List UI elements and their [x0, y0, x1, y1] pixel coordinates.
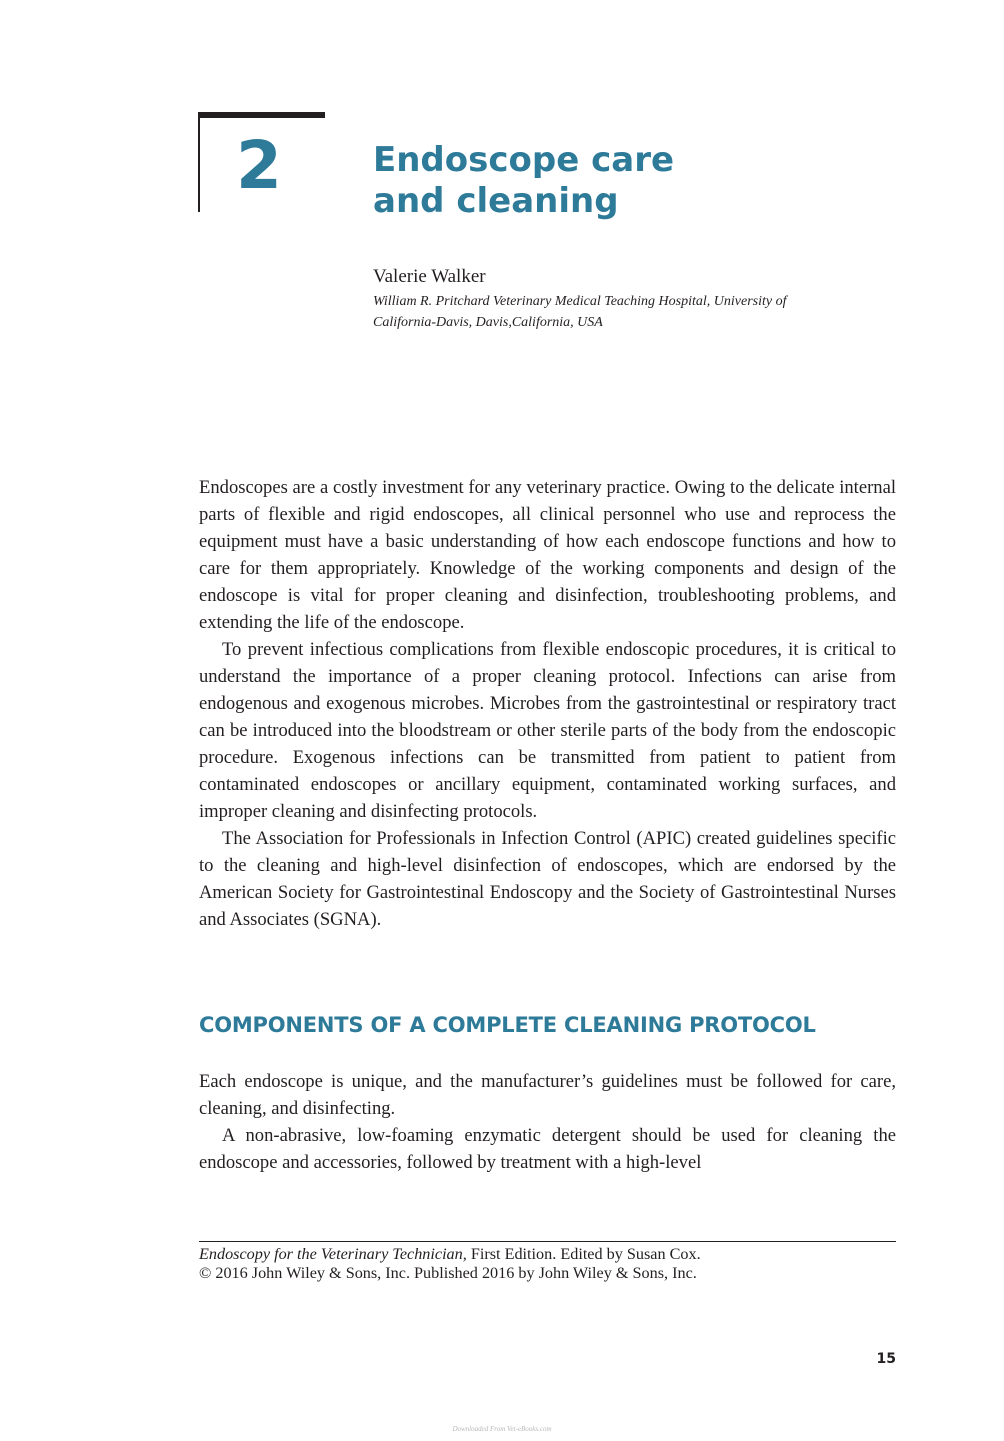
section-paragraph-1: Each endoscope is unique, and the manufacturer’s guidelines must be followed for care, cleaning, and disinfecting. [199, 1071, 896, 1119]
page-number: 15 [876, 1351, 896, 1367]
watermark: Downloaded From Vet-eBooks.com [452, 1425, 552, 1433]
copyright-footnote [199, 1245, 896, 1283]
intro-text [199, 474, 896, 933]
book-title: Endoscopy for the Veterinary Technician, [199, 1245, 467, 1263]
affiliation-line-2: California-Davis, Davis,California, USA [373, 315, 603, 330]
author-name: Valerie Walker [373, 266, 486, 287]
chapter-title [373, 140, 933, 222]
intro-paragraph-1: Endoscopes are a costly investment for any veterinary practice. Owing to the delicate internal parts of flexible and rigid endoscopes, all clinical personnel who use and reprocess the equipment must have a basic understanding of how each endoscope functions and how to care for them appropriately. Knowledge of the working components and design of the endoscope is vital for proper cleaning and disinfection, troubleshooting problems, and extending the life of the endoscope. [199, 477, 896, 633]
section-heading: COMPONENTS OF A COMPLETE CLEANING PROTOCOL [199, 1013, 816, 1037]
chapter-number: 2 [236, 127, 282, 204]
copyright-line: © 2016 John Wiley & Sons, Inc. Published 2016 by John Wiley & Sons, Inc. [199, 1264, 697, 1282]
intro-paragraph-3: The Association for Professionals in Infection Control (APIC) created guidelines specific to the cleaning and high-level disinfection of endoscopes, which are endorsed by the American Society for Gastrointestinal Endoscopy and the Society of Gastrointestinal Nurses and Associates (SGNA). [199, 828, 896, 930]
chapter-title-line-2: and cleaning [373, 181, 619, 221]
intro-paragraph-2: To prevent infectious complications from flexible endoscopic procedures, it is critical to understand the importance of a proper cleaning protocol. Infections can arise from endogenous and exogenous microbes. Microbes from the gastrointestinal or respiratory tract can be introduced into the bloodstream or other sterile parts of the body from the endoscopic procedure. Exogenous infections can be transmitted from patient to patient from contaminated endoscopes or ancillary equipment, contaminated working surfaces, and improper cleaning and disinfecting protocols. [199, 639, 896, 822]
section-text [199, 1068, 896, 1176]
chapter-title-line-1: Endoscope care [373, 140, 675, 180]
author-affiliation [373, 291, 843, 333]
edition-text: First Edition. Edited by Susan Cox. [466, 1245, 701, 1263]
footnote-citation-line [199, 1245, 896, 1264]
footnote-divider [199, 1241, 896, 1242]
section-paragraph-2: A non-abrasive, low-foaming enzymatic detergent should be used for cleaning the endoscope and accessories, followed by treatment with a high-level [199, 1125, 896, 1173]
affiliation-line-1: William R. Pritchard Veterinary Medical Teaching Hospital, University of [373, 294, 787, 309]
